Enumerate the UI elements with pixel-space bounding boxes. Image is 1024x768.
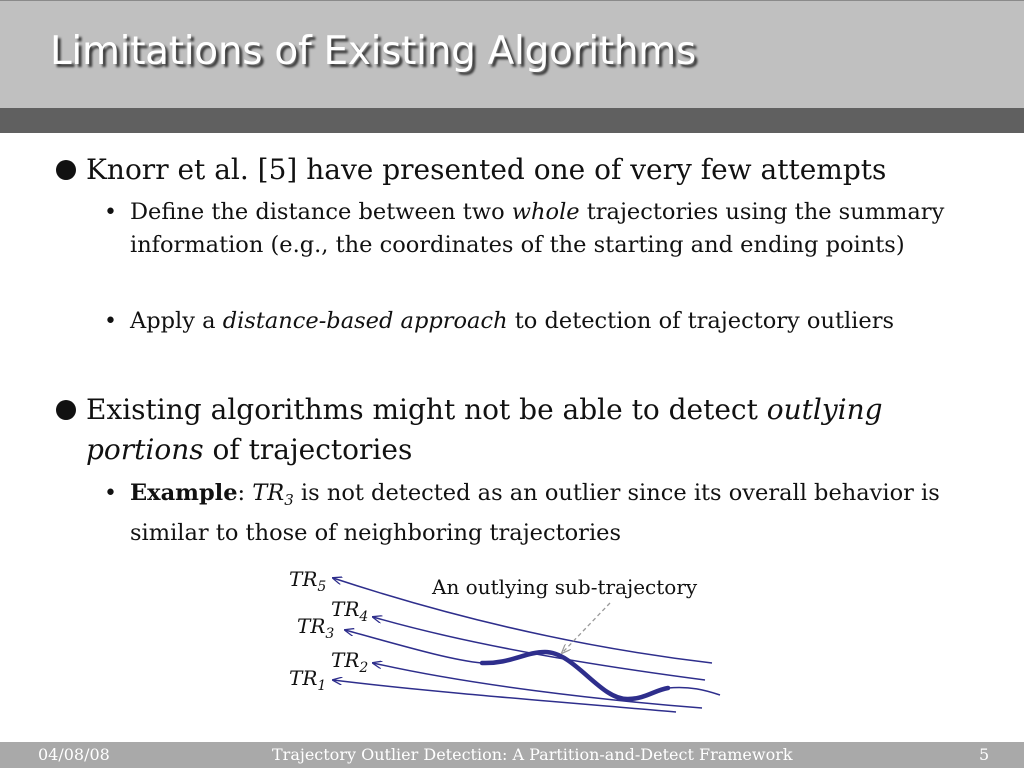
bullet-text: Existing algorithms might not be able to detect — [86, 393, 767, 426]
sub-text-italic: distance-based approach — [222, 308, 508, 334]
bullet-text: of trajectories — [203, 433, 413, 466]
footer-date: 04/08/08 — [38, 745, 110, 764]
bullet-1-text: Knorr et al. [5] have presented one of very few attempts — [86, 153, 887, 186]
sub-text: trajectories using the summary information (e.g., the coordinates of the starting and ending points) — [130, 199, 945, 258]
sub-bullet-dot: • — [104, 481, 117, 506]
label-tr3: $TR_3$ — [297, 614, 335, 642]
sub-text: to detection of trajectory outliers — [507, 308, 895, 334]
sub-text: Define the distance between two — [130, 199, 512, 225]
trajectory-tr1 — [333, 680, 676, 712]
footer-title: Trajectory Outlier Detection: A Partition-and-Detect Framework — [272, 745, 793, 764]
label-tr1: $TR_1$ — [289, 666, 327, 694]
sub-text: Apply a — [130, 308, 223, 334]
trajectory-tr2 — [373, 663, 702, 708]
example-label: Example — [130, 480, 238, 506]
label-tr5: $TR_5$ — [289, 567, 327, 595]
trajectory-tr3 — [345, 630, 482, 663]
sub-text-italic: whole — [511, 199, 580, 225]
tr-label: $TR_3$ — [252, 480, 294, 509]
label-tr4: $TR_4$ — [331, 597, 369, 625]
slide-title: Limitations of Existing Algorithms — [50, 29, 696, 74]
annotation-pointer — [562, 603, 610, 653]
sub-text: is not detected as an outlier since its overall behavior is similar to those of neighboring trajectories — [130, 480, 940, 546]
annotation-text: An outlying sub-trajectory — [432, 575, 698, 599]
trajectory-tr4 — [373, 617, 705, 680]
outlying-sub-trajectory — [482, 652, 668, 699]
sub-bullet-dot: • — [104, 309, 117, 334]
label-tr2: $TR_2$ — [331, 648, 369, 676]
slide-footer — [0, 742, 1024, 768]
footer-page-number: 5 — [979, 745, 990, 764]
example-colon: : — [237, 480, 253, 506]
bullet-text-italic: outlying portions — [86, 393, 883, 466]
trajectory-tr3-tail — [668, 687, 720, 695]
sub-bullet-dot: • — [104, 200, 117, 225]
